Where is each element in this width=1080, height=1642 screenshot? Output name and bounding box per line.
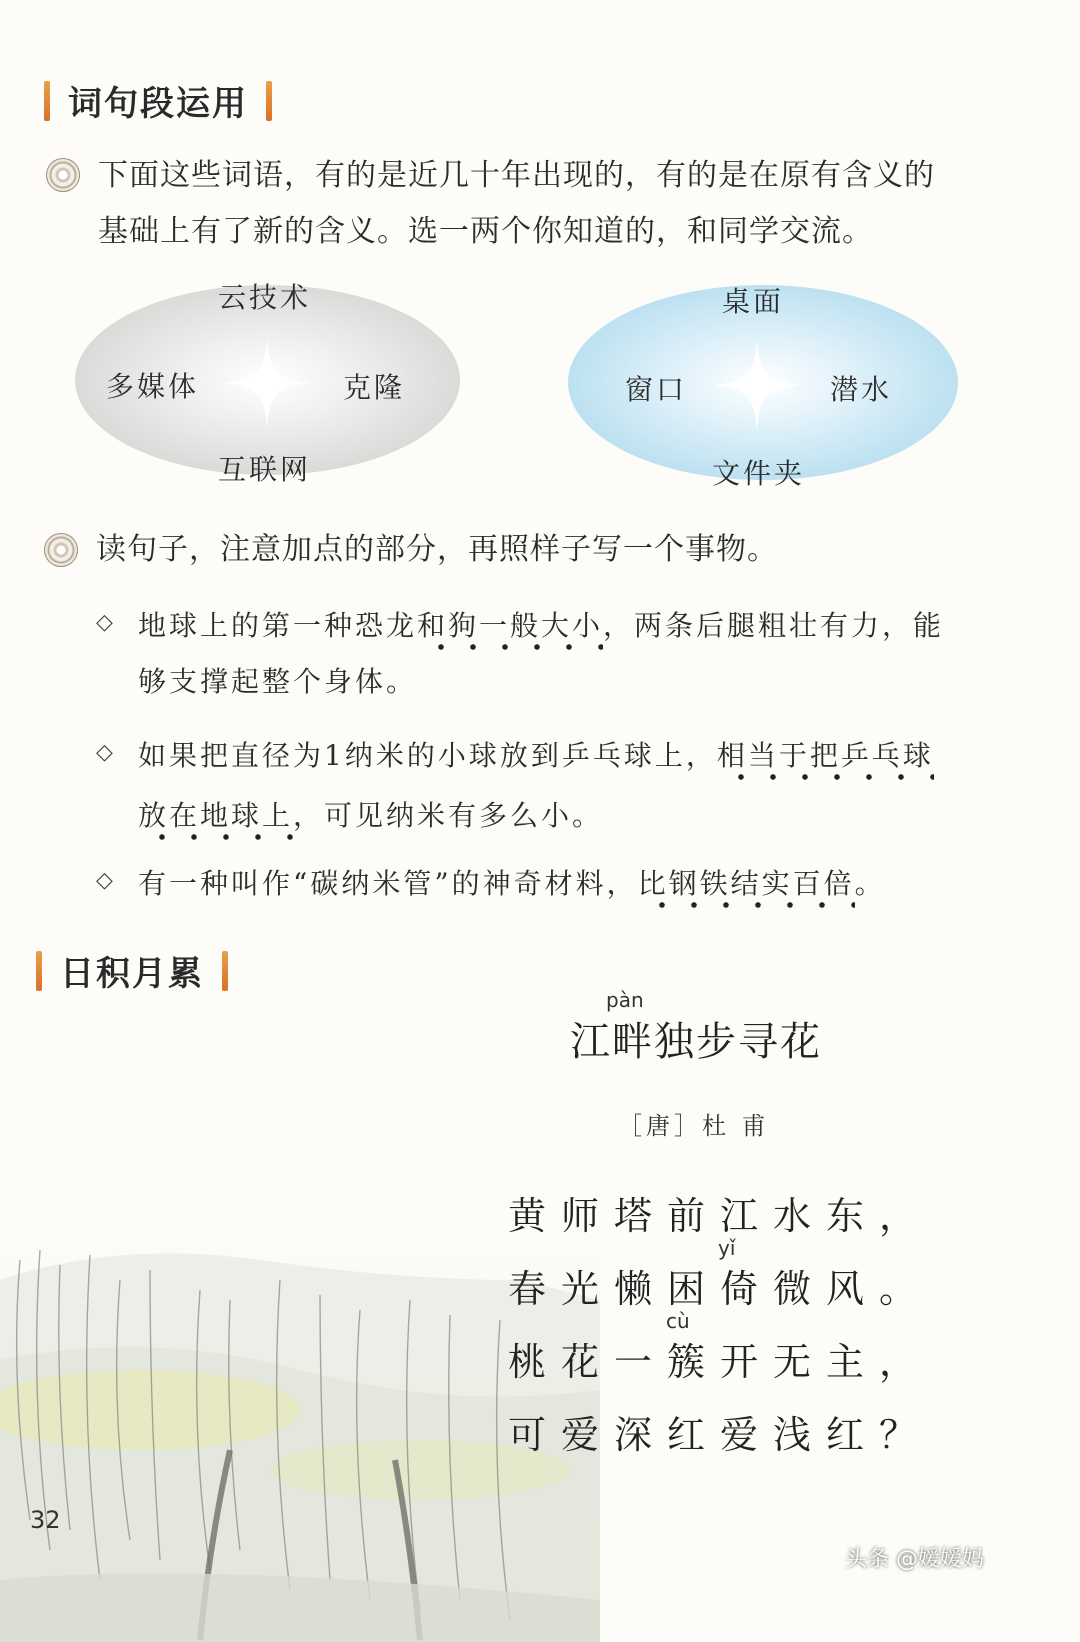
sentence-1-dotted: 和狗一般大小 [417,609,603,652]
sentence-3-part-b: 。 [854,867,886,900]
section-title-words [44,76,272,125]
sentence-2-part-a: 如果把直径为1纳米的小球放到乒乓球上， [138,739,717,772]
sentence-1 [138,598,1018,710]
pinyin-cu: cù [666,1309,690,1333]
word-dive: 潜水 [830,373,893,406]
word-folder: 文件夹 [712,457,806,490]
diamond-bullet-icon: ◇ [96,610,113,635]
sentence-1-part-b: ，两条后腿粗壮有力，能 [603,609,945,642]
title-bar-left [44,81,50,121]
sentence-3-dotted: 比钢铁结实百倍 [638,867,855,910]
word-multimedia: 多媒体 [106,370,200,403]
sparkle-icon [222,338,312,428]
sparkle-icon-blue [712,340,802,430]
sentence-3 [138,856,1018,912]
sentence-2-dotted-2: 放在地球上 [138,799,293,842]
sentence-2 [138,728,1038,844]
diamond-bullet-icon-3: ◇ [96,868,113,893]
poem-line-4: 可爱深红爱浅红？ [508,1413,933,1457]
poem-author: ［唐］杜 甫 [618,1112,770,1140]
section-title-accumulation [36,946,228,995]
watermark-text: 头条 @嫒嫒妈 [845,1547,984,1572]
sentence-2-part-b: ，可见纳米有多么小。 [293,799,604,832]
sentence-2-dotted-1: 相当于把乒乓球 [717,739,934,782]
diamond-bullet-icon-2: ◇ [96,740,113,765]
sentence-1-part-a: 地球上的第一种恐龙 [138,609,418,642]
section-title-text: 词句段运用 [68,84,248,124]
word-internet: 互联网 [218,453,312,486]
pinyin-yi: yǐ [718,1236,736,1260]
page-number: 32 [30,1506,61,1534]
task1-text [98,148,1048,260]
sentence-1-line2: 够支撑起整个身体。 [138,665,418,698]
task-bullet-icon [46,158,80,192]
word-cloud-tech: 云技术 [218,281,312,314]
word-desktop: 桌面 [722,285,785,318]
poem-line-1: 黄师塔前江水东， [508,1194,933,1238]
task1-line2: 基础上有了新的含义。选一两个你知道的，和同学交流。 [98,214,873,249]
task2-text: 读句子，注意加点的部分，再照样子写一个事物。 [96,532,778,567]
title-bar-left-2 [36,951,42,991]
sentence-3-part-a: 有一种叫作“碳纳米管”的神奇材料， [138,867,638,900]
word-clone: 克隆 [343,371,406,404]
title-bar-right-2 [222,951,228,991]
poem-title-pinyin: pàn [606,988,644,1012]
task1-line1: 下面这些词语，有的是近几十年出现的，有的是在原有含义的 [98,158,935,193]
title-bar-right [266,81,272,121]
poem-title: 江畔独步寻花 [570,1019,822,1065]
word-window: 窗口 [625,373,688,406]
poem-line-3: 桃花一簇开无主， [508,1340,933,1384]
poem-line-2: 春光懒困倚微风。 [508,1267,933,1311]
task-bullet-icon-2 [44,533,78,567]
section-title-text-2: 日积月累 [60,954,204,994]
